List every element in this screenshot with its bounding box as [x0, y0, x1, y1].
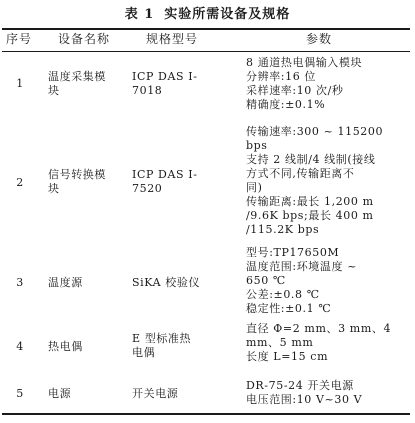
bottom-rule [2, 413, 410, 415]
row-4-index: 4 [16, 340, 24, 353]
row-5-name: 电源 [48, 387, 72, 400]
row-5-model: 开关电源 [132, 387, 179, 400]
header-index: 序号 [6, 32, 33, 46]
row-2-name: 信号转换模 块 [48, 168, 106, 195]
table-caption [0, 3, 415, 22]
row-1-name: 温度采集模 块 [48, 70, 106, 97]
row-2-model: ICP DAS I- 7520 [132, 168, 198, 195]
row-2-params: 传输速率:300 ~ 115200 bps 支持 2 线制/4 线制(接线 方式不同,传输距离不 同) 传输距离:最长 1,200 m /9.6K bps;最长 400 m /115.2K bps [246, 125, 384, 236]
row-3-model: SiKA 校验仪 [132, 276, 201, 289]
row-2-index: 2 [16, 176, 24, 189]
row-3-params: 型号:TP17650M 温度范围:环境温度 ~ 650 ℃ 公差:±0.8 ℃ 稳定性:±0.1 ℃ [246, 246, 358, 315]
table-number: 表 1 [124, 7, 155, 22]
row-3-index: 3 [16, 276, 24, 289]
header-rule [2, 51, 410, 52]
row-4-params: 直径 Φ=2 mm、3 mm、4 mm、5 mm 长度 L=15 cm [246, 322, 392, 363]
top-rule [2, 28, 410, 30]
row-3-name: 温度源 [48, 276, 83, 289]
header-name: 设备名称 [58, 32, 111, 46]
header-model: 规格型号 [146, 32, 199, 46]
row-1-model: ICP DAS I- 7018 [132, 70, 198, 97]
row-5-index: 5 [16, 387, 24, 400]
row-1-index: 1 [16, 77, 24, 90]
table-title: 实验所需设备及规格 [164, 7, 291, 22]
row-4-name: 热电偶 [48, 340, 83, 353]
row-4-model: E 型标准热 电偶 [132, 332, 192, 359]
row-1-params: 8 通道热电偶输入模块 分辨率:16 位 采样速率:10 次/秒 精确度:±0.1% [246, 56, 363, 111]
header-params: 参数 [306, 32, 333, 46]
row-5-params: DR-75-24 开关电源 电压范围:10 V~30 V [246, 379, 363, 406]
